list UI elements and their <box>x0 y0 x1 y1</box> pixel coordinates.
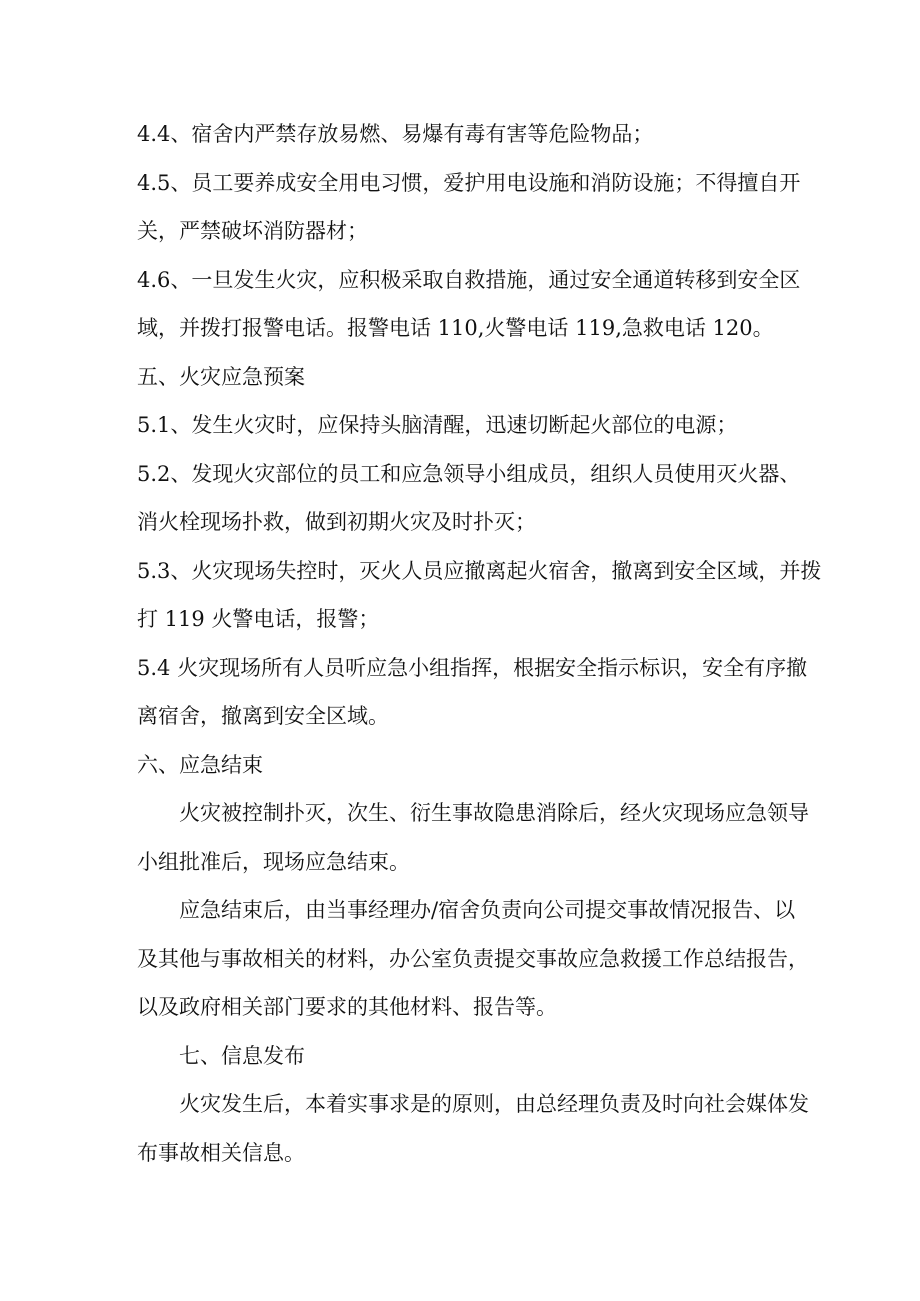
section-6-para-2-line-2: 及其他与事故相关的材料，办公室负责提交事故应急救援工作总结报告， <box>137 946 809 971</box>
clause-4-5-line-1: 4.5、员工要养成安全用电习惯，爱护用电设施和消防设施；不得擅自开 <box>137 170 801 195</box>
section-6-para-2-line-1: 应急结束后，由当事经理办/宿舍负责向公司提交事故情况报告、以 <box>179 898 796 922</box>
clause-5-2-line-1: 5.2、发现火灾部位的员工和应急领导小组成员，组织人员使用灭火器、 <box>137 461 801 486</box>
section-7-para-line-1: 火灾发生后，本着实事求是的原则，由总经理负责及时向社会媒体发 <box>179 1092 809 1116</box>
section-7-heading: 七、信息发布 <box>179 1043 305 1068</box>
clause-5-2-line-2: 消火栓现场扑救，做到初期火灾及时扑灭； <box>137 510 536 534</box>
section-5-heading: 五、火灾应急预案 <box>137 364 305 389</box>
clause-5-1: 5.1、发生火灾时，应保持头脑清醒，迅速切断起火部位的电源； <box>137 413 738 437</box>
section-6-heading: 六、应急结束 <box>137 752 263 777</box>
clause-5-3-line-1: 5.3、火灾现场失控时，灭火人员应撤离起火宿舍，撤离到安全区域，并拨 <box>137 558 822 583</box>
clause-5-4-line-2: 离宿舍，撤离到安全区域。 <box>137 704 389 728</box>
clause-5-4-line-1: 5.4 火灾现场所有人员听应急小组指挥，根据安全指示标识，安全有序撤 <box>137 655 808 680</box>
clause-4-6-line-2: 域，并拨打报警电话。报警电话 110,火警电话 119,急救电话 120。 <box>137 316 774 340</box>
clause-4-6-line-1: 4.6、一旦发生火灾，应积极采取自救措施，通过安全通道转移到安全区 <box>137 267 801 292</box>
section-6-para-2-line-3: 以及政府相关部门要求的其他材料、报告等。 <box>137 995 557 1019</box>
clause-5-3-line-2: 打 119 火警电话，报警； <box>137 607 380 631</box>
section-6-para-1-line-2: 小组批准后，现场应急结束。 <box>137 849 410 874</box>
section-7-para-line-2: 布事故相关信息。 <box>137 1140 305 1165</box>
clause-4-4: 4.4、宿舍内严禁存放易燃、易爆有毒有害等危险物品； <box>137 122 654 146</box>
section-6-para-1-line-1: 火灾被控制扑灭，次生、衍生事故隐患消除后，经火灾现场应急领导 <box>179 801 809 825</box>
clause-4-5-line-2: 关，严禁破坏消防器材； <box>137 219 368 243</box>
document-body <box>137 110 822 1177</box>
